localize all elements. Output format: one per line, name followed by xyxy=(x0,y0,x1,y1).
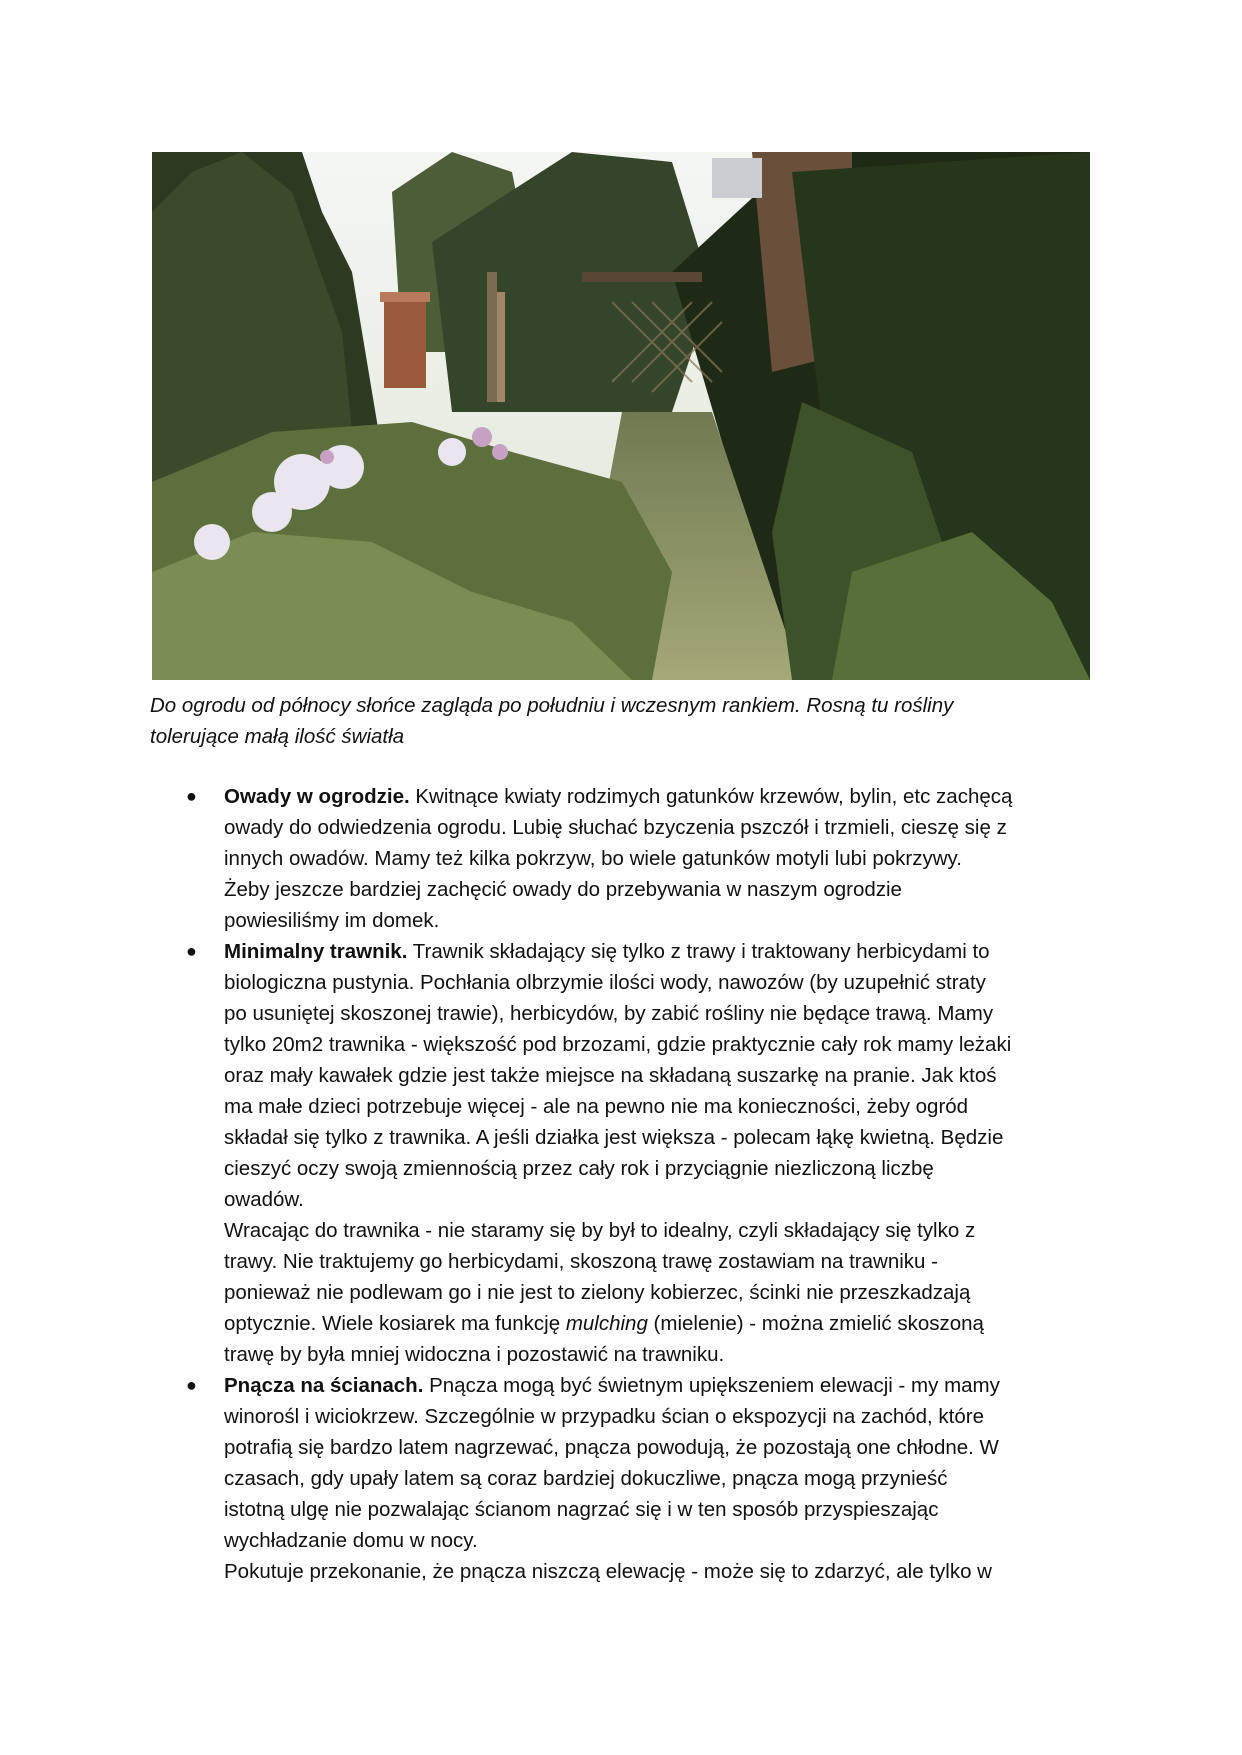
bullet-icon: ● xyxy=(186,941,197,961)
list-item-line: ma małe dzieci potrzebuje więcej - ale na pewno nie ma konieczności, żeby ogród xyxy=(224,1095,969,1118)
list-item-lawn xyxy=(186,936,1124,1370)
list-item-line: wychładzanie domu w nocy. xyxy=(224,1529,478,1552)
list-item-line: Pnącza na ścianach. Pnącza mogą być świetnym upiększeniem elewacji - my mamy xyxy=(224,1374,1000,1397)
list-item-line: owady do odwiedzenia ogrodu. Lubię słuchać bzyczenia pszczół i trzmieli, cieszę się z xyxy=(224,816,1007,839)
list-item-line: winorośl i wiciokrzew. Szczególnie w przypadku ścian o ekspozycji na zachód, które xyxy=(224,1405,984,1428)
list-item-line: potrafią się bardzo latem nagrzewać, pnącza powodują, że pozostają one chłodne. W xyxy=(224,1436,999,1459)
italic-term: mulching xyxy=(565,1312,648,1335)
list-item-line: Pokutuje przekonanie, że pnącza niszczą elewację - może się to zdarzyć, ale tylko w xyxy=(224,1560,992,1583)
list-item-line: owadów. xyxy=(224,1188,304,1211)
item-title: Pnącza na ścianach. xyxy=(224,1374,424,1397)
garden-photo-image xyxy=(152,152,1090,680)
list-item-line: powiesiliśmy im domek. xyxy=(224,909,440,932)
list-item-line: tylko 20m2 trawnika - większość pod brzozami, gdzie praktycznie cały rok mamy leżaki xyxy=(224,1033,1012,1056)
caption-line-2: tolerujące małą ilość światła xyxy=(150,725,405,748)
list-item-line: składał się tylko z trawnika. A jeśli działka jest większa - polecam łąkę kwietną. Będzie xyxy=(224,1126,1004,1149)
list-item-line: Owady w ogrodzie. Kwitnące kwiaty rodzimych gatunków krzewów, bylin, etc zachęcą xyxy=(224,785,1013,808)
list-item-line: biologiczna pustynia. Pochłania olbrzymie ilości wody, nawozów (by uzupełnić straty xyxy=(224,971,986,994)
bullet-list xyxy=(186,781,1124,1587)
list-item-line: istotną ulgę nie pozwalając ścianom nagrzać się i w ten sposób przyspieszając xyxy=(224,1498,939,1521)
list-item-line: Wracając do trawnika - nie staramy się by był to idealny, czyli składający się tylko z xyxy=(224,1219,976,1242)
bullet-icon: ● xyxy=(186,786,197,806)
list-item-line: trawy. Nie traktujemy go herbicydami, skoszoną trawę zostawiam na trawniku - xyxy=(224,1250,938,1273)
list-item-line: optycznie. Wiele kosiarek ma funkcję mulching (mielenie) - można zmielić skoszoną xyxy=(224,1312,984,1335)
list-item-line: trawę by była mniej widoczna i pozostawić na trawniku. xyxy=(224,1343,725,1366)
list-item-climbers xyxy=(186,1370,1124,1587)
list-item-line: Minimalny trawnik. Trawnik składający się tylko z trawy i traktowany herbicydami to xyxy=(224,940,990,963)
list-item-insects xyxy=(186,781,1124,936)
list-item-line: innych owadów. Mamy też kilka pokrzyw, bo wiele gatunków motyli lubi pokrzywy. xyxy=(224,847,962,870)
list-item-line: ponieważ nie podlewam go i nie jest to zielony kobierzec, ścinki nie przeszkadzają xyxy=(224,1281,971,1304)
bullet-icon: ● xyxy=(186,1375,197,1395)
photo-caption xyxy=(150,690,1110,752)
list-item-line: oraz mały kawałek gdzie jest także miejsce na składaną suszarkę na pranie. Jak ktoś xyxy=(224,1064,997,1087)
list-item-line: Żeby jeszcze bardziej zachęcić owady do przebywania w naszym ogrodzie xyxy=(224,878,902,901)
caption-line-1: Do ogrodu od północy słońce zagląda po południu i wczesnym rankiem. Rosną tu rośliny xyxy=(150,694,954,717)
list-item-line: czasach, gdy upały latem są coraz bardziej dokuczliwe, pnącza mogą przynieść xyxy=(224,1467,948,1490)
list-item-line: po usuniętej skoszonej trawie), herbicydów, by zabić rośliny nie będące trawą. Mamy xyxy=(224,1002,994,1025)
item-title: Minimalny trawnik. xyxy=(224,940,408,963)
garden-photo xyxy=(152,152,1090,680)
list-item-line: cieszyć oczy swoją zmiennością przez cały rok i przyciągnie niezliczoną liczbę xyxy=(224,1157,934,1180)
item-title: Owady w ogrodzie. xyxy=(224,785,410,808)
